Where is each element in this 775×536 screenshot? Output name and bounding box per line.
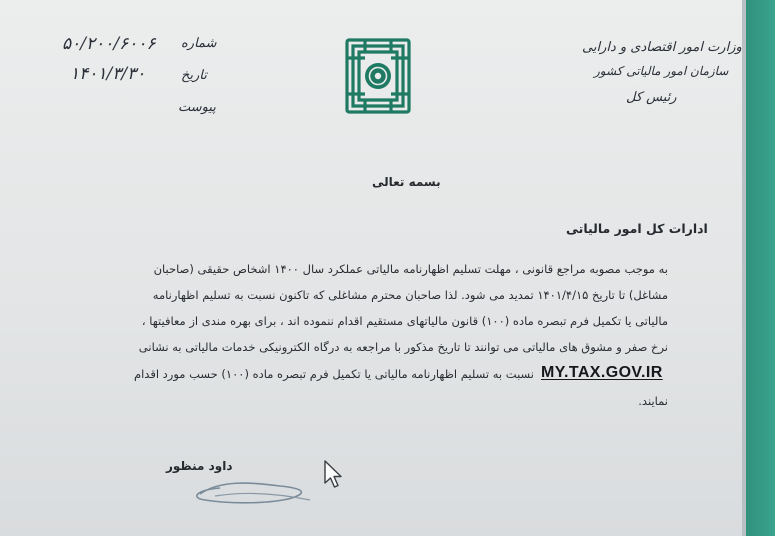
body-line: مالیاتی یا تکمیل فرم تبصره ماده (۱۰۰) قانون مالیاتهای مستقیم اقدام ننموده اند ، برای بهره مندی از معافیتها ، [141,314,668,328]
screen-edge-strip [742,0,775,536]
body-line: مشاغل) تا تاریخ ۱۴۰۱/۴/۱۵ تمدید می شود. لذا صاحبان محترم مشاغلی که تاکنون نسبت به تسلیم اظهارنامه [152,288,668,302]
recipient: ادارات کل امور مالیاتی [566,221,708,236]
letter-date-label: تاریخ [181,68,207,83]
organization-name: سازمان امور مالیاتی کشور [594,64,729,78]
signature [160,470,330,510]
letter-author-title: رئیس کل [626,90,677,105]
signatory-name: داود منظور [166,459,233,473]
ministry-name: وزارت امور اقتصادی و دارایی [582,40,742,55]
letter-date-value: ۱۴۰۱/۳/۳۰ [70,64,146,84]
mouse-pointer-icon [323,459,343,489]
tax-organization-logo [343,36,413,116]
body-line: نمایند. [638,394,668,408]
letter-number-label: شماره [181,36,217,51]
letter-number-value: ۵۰/۲۰۰/۶۰۰۶ [62,34,156,54]
body-line: نسبت به تسلیم اظهارنامه مالیاتی یا تکمیل فرم تبصره ماده (۱۰۰) حسب مورد اقدام [133,367,534,381]
salutation: بسمه تعالی [372,175,441,189]
tax-website-link[interactable]: MY.TAX.GOV.IR [541,364,663,381]
body-line: به موجب مصوبه مراجع قانونی ، مهلت تسلیم اظهارنامه مالیاتی عملکرد سال ۱۴۰۰ اشخاص حقیقی (صاحبان [153,262,668,276]
letter-attachment-label: پیوست [178,100,216,115]
body-line: نرخ صفر و مشوق های مالیاتی می توانند تا تاریخ مذکور با مراجعه به درگاه الکترونیکی خدمات مالیاتی به نشانی [138,340,668,354]
